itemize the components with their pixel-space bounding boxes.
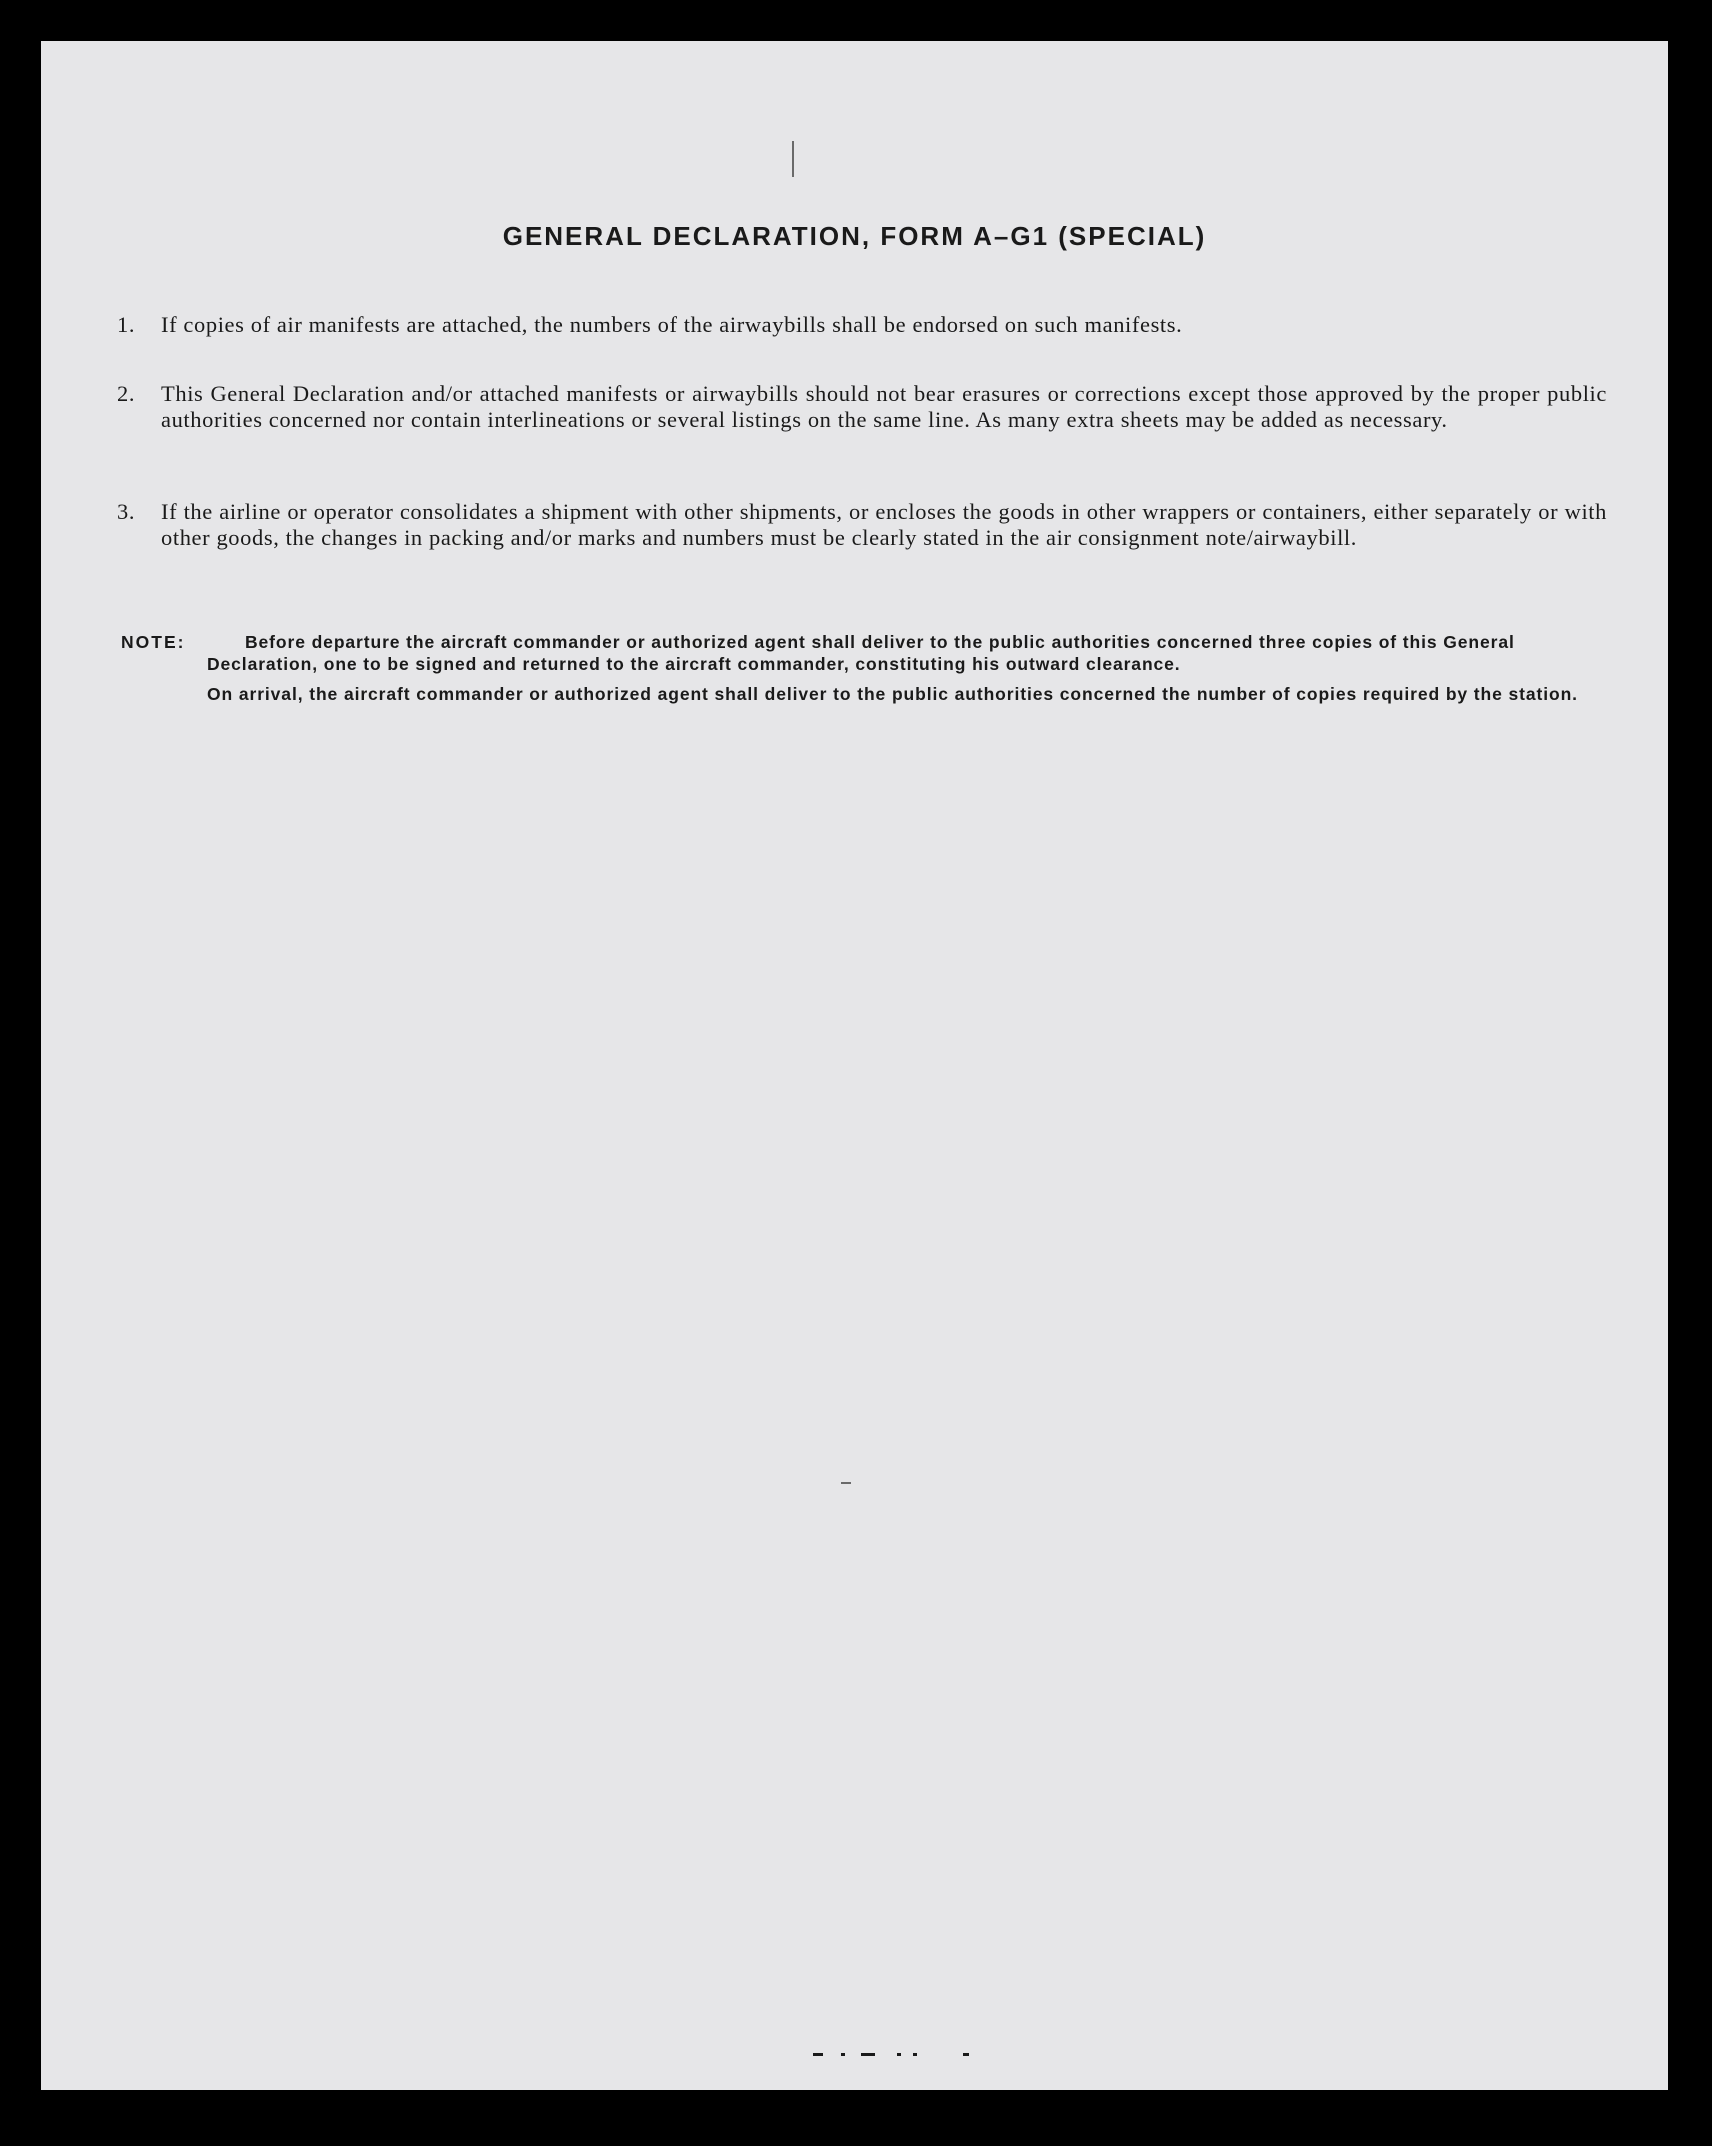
scan-marks — [813, 2049, 973, 2063]
item-number: 3. — [117, 499, 136, 524]
document-page — [41, 41, 1668, 2090]
instruction-item — [117, 381, 1607, 433]
item-text: This General Declaration and/or attached manifests or airwaybills should not bear erasures or corrections except those approved by the proper public authorities concerned nor contain interlineations or several listings on the same line. As many extra sheets may be added as necessary. — [161, 381, 1607, 432]
instruction-item — [117, 499, 1607, 551]
item-text: If the airline or operator consolidates a shipment with other shipments, or encloses the goods in other wrappers or containers, either separately or with other goods, the changes in packing and/or marks and numbers must be clearly stated in the air consignment note/airwaybill. — [161, 499, 1607, 550]
instruction-item — [117, 312, 1607, 338]
note-paragraph: Before departure the aircraft commander or authorized agent shall deliver to the public authorities concerned three copies of this General Declaration, one to be signed and returned to the aircraft commander, constituting his outward clearance. — [207, 632, 1515, 674]
item-number: 1. — [117, 312, 136, 337]
note-paragraph: On arrival, the aircraft commander or authorized agent shall deliver to the public authorities concerned the number of copies required by the station. — [207, 684, 1578, 704]
note-section — [121, 631, 1609, 713]
note-label: NOTE: — [121, 632, 186, 652]
page-title: GENERAL DECLARATION, FORM A–G1 (SPECIAL) — [502, 221, 1207, 251]
scan-speck — [841, 1482, 851, 1484]
fold-mark — [792, 141, 794, 177]
item-number: 2. — [117, 381, 136, 406]
item-text: If copies of air manifests are attached, the numbers of the airwaybills shall be endorsed on such manifests. — [161, 312, 1183, 337]
